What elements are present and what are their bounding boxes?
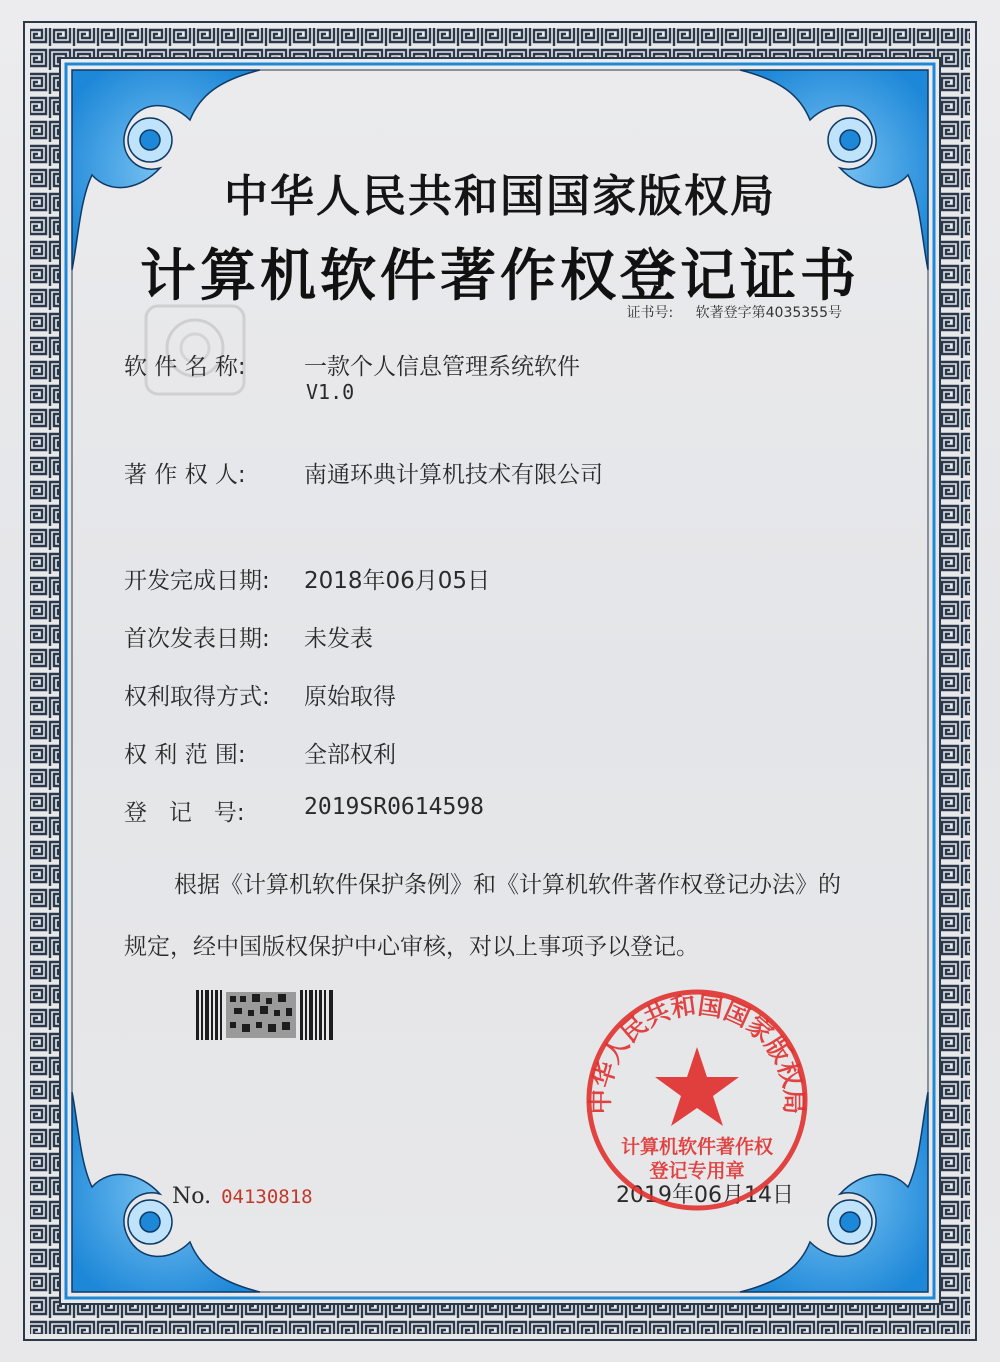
field-registration-number [124, 794, 484, 827]
official-seal-stamp [582, 985, 812, 1215]
owner-label: 著 作 权 人: [124, 462, 246, 488]
registration-number-label: 登 记 号: [124, 800, 245, 826]
statement-line-1: 根据《计算机软件保护条例》和《计算机软件著作权登记办法》的 [174, 872, 841, 898]
field-owner [124, 456, 603, 489]
owner-value: 南通环典计算机技术有限公司 [304, 462, 603, 488]
issue-date: 2019年06月14日 [616, 1183, 794, 1208]
issuer-title: 中华人民共和国国家版权局 [224, 171, 776, 222]
seal-outer-text: 中华人民共和国国家版权局 [585, 990, 809, 1115]
serial-number [172, 1184, 313, 1209]
star-icon [655, 1047, 739, 1126]
first-publish-value: 未发表 [304, 626, 373, 652]
scope-value: 全部权利 [304, 742, 396, 768]
completion-date-label: 开发完成日期: [124, 568, 270, 594]
barcode-icon [196, 990, 336, 1040]
field-completion-date [124, 562, 490, 595]
software-name-value: 一款个人信息管理系统软件 [304, 354, 580, 380]
scope-label: 权 利 范 围: [124, 742, 246, 768]
field-first-publish [124, 620, 373, 653]
certificate-number-label: 证书号: [626, 305, 674, 321]
statement-line-2: 规定，经中国版权保护中心审核，对以上事项予以登记。 [124, 934, 699, 960]
serial-number-value: 04130818 [221, 1186, 313, 1208]
certificate-number [626, 302, 842, 322]
certificate-number-value: 软著登字第4035355号 [695, 305, 842, 321]
first-publish-label: 首次发表日期: [124, 626, 270, 652]
field-software-name [124, 348, 580, 381]
acquisition-value: 原始取得 [304, 684, 396, 710]
software-version: V1.0 [306, 380, 355, 404]
serial-number-label: No. [172, 1184, 212, 1209]
certificate-title: 计算机软件著作权登记证书 [140, 244, 860, 309]
completion-date-value: 2018年06月05日 [304, 568, 491, 594]
acquisition-label: 权利取得方式: [124, 684, 270, 710]
seal-inner-line-2: 登记专用章 [649, 1160, 745, 1182]
seal-inner-line-1: 计算机软件著作权 [620, 1136, 774, 1158]
software-name-label: 软 件 名 称: [124, 354, 246, 380]
registration-number-value: 2019SR0614598 [304, 794, 485, 820]
field-acquisition [124, 678, 396, 711]
field-scope [124, 736, 396, 769]
